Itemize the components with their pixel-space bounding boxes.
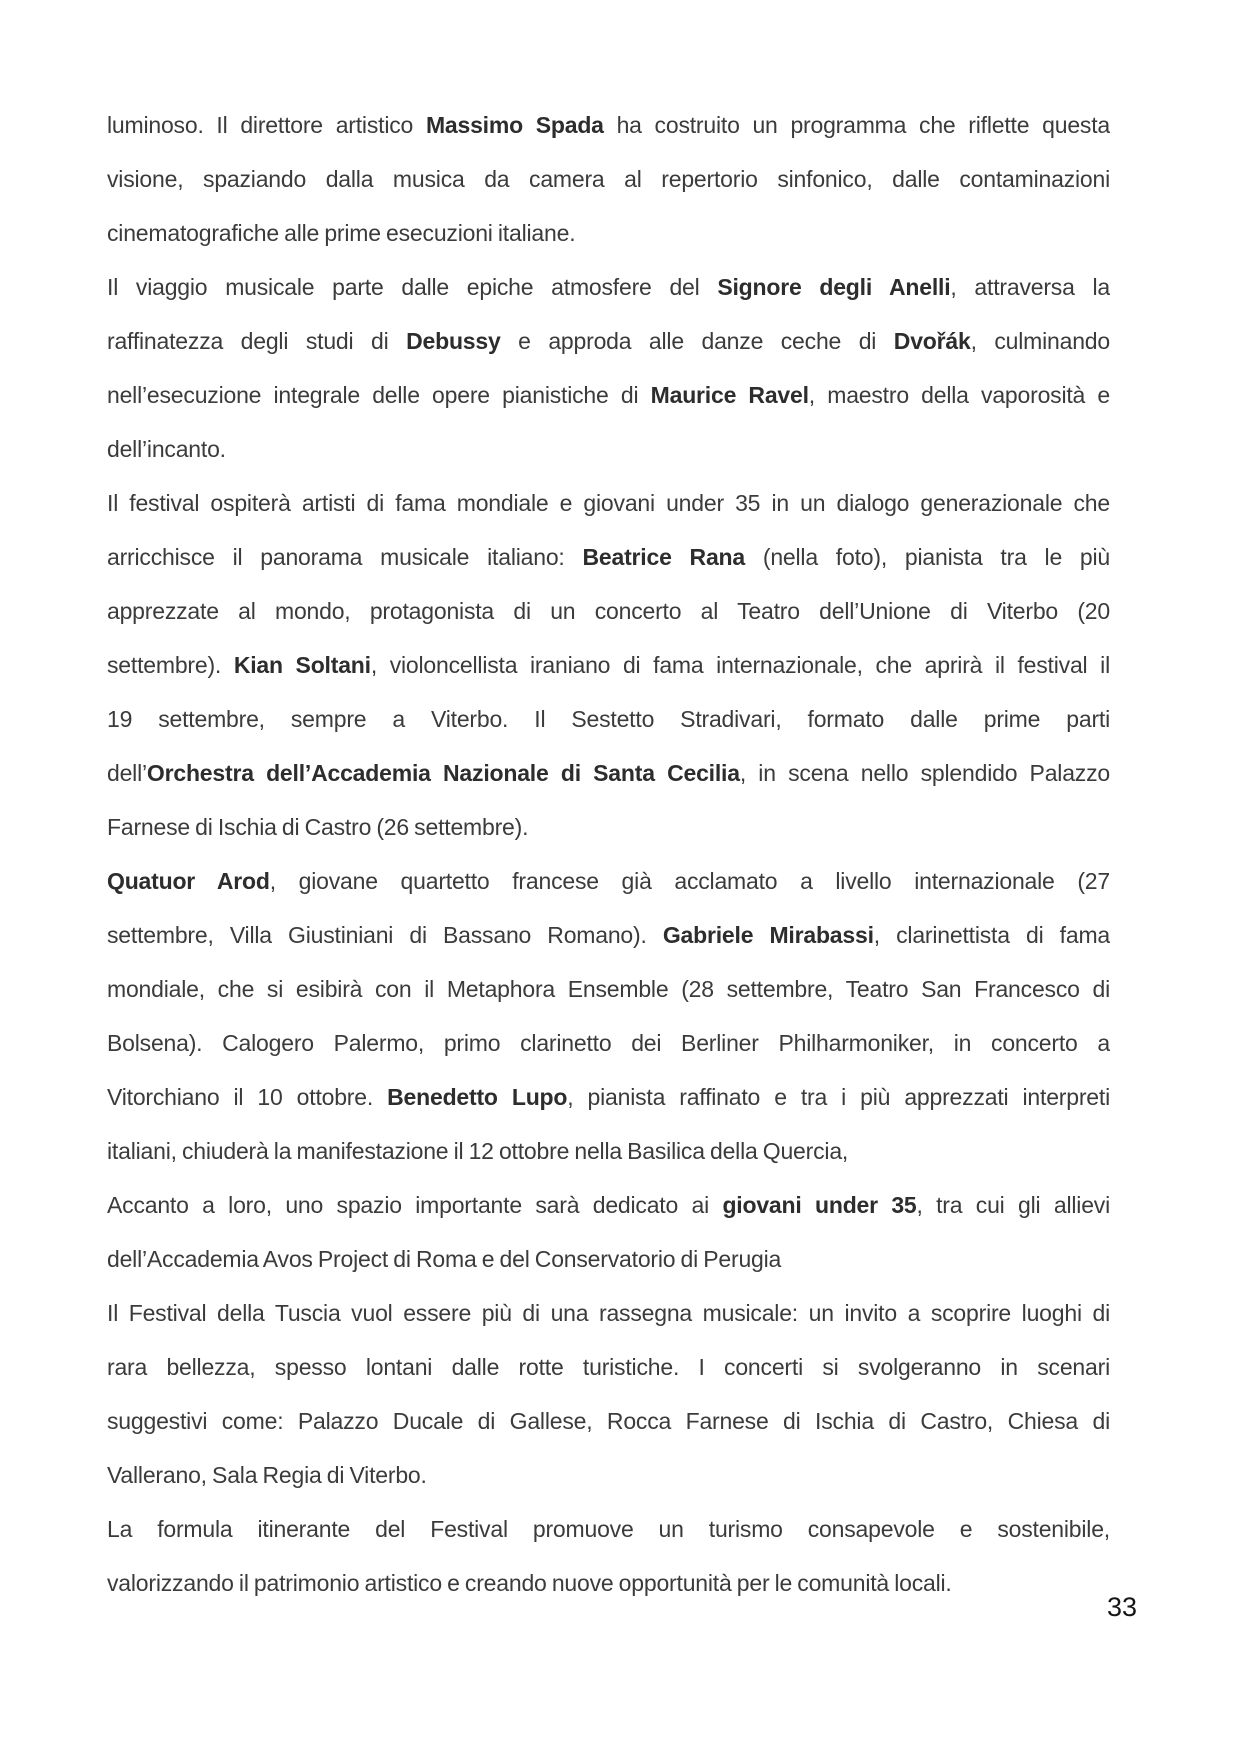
text-line [107, 584, 1110, 638]
text-line [107, 746, 1110, 800]
text-line [107, 476, 1110, 530]
bold-text-run: Kian Soltani [233, 652, 371, 678]
text-run: settembre). [107, 652, 234, 678]
bold-text-run: giovani under 35 [722, 1192, 917, 1218]
text-run: Farnese di Ischia di Castro (26 settembre). [107, 814, 529, 840]
text-run: dell’incanto. [107, 436, 226, 462]
bold-text-run: Massimo Spada [425, 112, 604, 138]
paragraph [107, 854, 1110, 1178]
bold-text-run: Debussy [406, 328, 501, 354]
text-run: Accanto a loro, uno spazio importante sarà dedicato ai [107, 1192, 723, 1218]
bold-text-run: Gabriele Mirabassi [662, 922, 874, 948]
text-line [107, 1448, 1110, 1502]
paragraph [107, 260, 1110, 476]
text-run: suggestivi come: Palazzo Ducale di Gallese, Rocca Farnese di Ischia di Castro, Chiesa di [107, 1408, 1110, 1434]
text-run: , violoncellista iraniano di fama internazionale, che aprirà il festival il [370, 652, 1110, 678]
text-run: (nella foto), pianista tra le più [745, 544, 1110, 570]
text-run: Il viaggio musicale parte dalle epiche atmosfere del [107, 274, 718, 300]
text-run: raffinatezza degli studi di [107, 328, 407, 354]
text-line [107, 98, 1110, 152]
text-run: Vitorchiano il 10 ottobre. [107, 1084, 388, 1110]
page-number: 33 [1106, 1592, 1137, 1622]
bold-text-run: Benedetto Lupo [387, 1084, 568, 1110]
text-line [107, 260, 1110, 314]
text-line [107, 1394, 1110, 1448]
text-line [107, 1070, 1110, 1124]
text-line [107, 152, 1110, 206]
text-run: La formula itinerante del Festival promuove un turismo consapevole e sostenibile, [107, 1516, 1110, 1542]
bold-text-run: Maurice Ravel [650, 382, 809, 408]
text-run: visione, spaziando dalla musica da camera al repertorio sinfonico, dalle contaminazioni [107, 166, 1110, 192]
text-run: rara bellezza, spesso lontani dalle rotte turistiche. I concerti si svolgeranno in scenari [107, 1354, 1110, 1380]
text-line [107, 1556, 1110, 1610]
text-run: settembre, Villa Giustiniani di Bassano Romano). [107, 922, 663, 948]
bold-text-run: Quatuor Arod [107, 868, 270, 894]
text-run: , attraversa la [950, 274, 1110, 300]
text-line [107, 1124, 1110, 1178]
text-run: Il festival ospiterà artisti di fama mondiale e giovani under 35 in un dialogo generazionale che [107, 490, 1110, 516]
bold-text-run: Beatrice Rana [582, 544, 745, 570]
text-run: , clarinettista di fama [873, 922, 1110, 948]
text-line [107, 1340, 1110, 1394]
paragraph [107, 1286, 1110, 1502]
text-run: Vallerano, Sala Regia di Viterbo. [107, 1462, 427, 1488]
text-line [107, 1178, 1110, 1232]
paragraph [107, 98, 1110, 260]
text-line [107, 530, 1110, 584]
text-line [107, 692, 1110, 746]
text-run: , tra cui gli allievi [916, 1192, 1110, 1218]
text-line [107, 314, 1110, 368]
text-run: , giovane quartetto francese già acclamato a livello internazionale (27 [269, 868, 1110, 894]
text-line [107, 962, 1110, 1016]
text-line [107, 1286, 1110, 1340]
bold-text-run: Signore degli Anelli [717, 274, 951, 300]
text-run: apprezzate al mondo, protagonista di un concerto al Teatro dell’Unione di Viterbo (20 [107, 598, 1110, 624]
text-run: dell’ [107, 760, 147, 786]
text-line [107, 908, 1110, 962]
text-run: Bolsena). Calogero Palermo, primo clarinetto dei Berliner Philharmoniker, in concerto a [107, 1030, 1110, 1056]
text-line [107, 1016, 1110, 1070]
text-run: , maestro della vaporosità e [808, 382, 1110, 408]
text-run: , culminando [970, 328, 1110, 354]
bold-text-run: Dvořák [893, 328, 971, 354]
text-run: valorizzando il patrimonio artistico e creando nuove opportunità per le comunità locali. [107, 1570, 952, 1596]
text-run: arricchisce il panorama musicale italiano: [107, 544, 583, 570]
text-run: italiani, chiuderà la manifestazione il 12 ottobre nella Basilica della Quercia, [107, 1138, 849, 1164]
text-line [107, 422, 1110, 476]
text-run: mondiale, che si esibirà con il Metaphora Ensemble (28 settembre, Teatro San Francesco di [107, 976, 1110, 1002]
text-line [107, 800, 1110, 854]
paragraph [107, 1178, 1110, 1286]
text-run: , pianista raffinato e tra i più apprezzati interpreti [567, 1084, 1110, 1110]
text-run: ha costruito un programma che riflette questa [603, 112, 1110, 138]
text-run: nell’esecuzione integrale delle opere pianistiche di [107, 382, 651, 408]
text-run: e approda alle danze ceche di [500, 328, 894, 354]
text-run: cinematografiche alle prime esecuzioni italiane. [107, 220, 576, 246]
text-run: dell’Accademia Avos Project di Roma e del Conservatorio di Perugia [107, 1246, 782, 1272]
bold-text-run: Orchestra dell’Accademia Nazionale di Santa Cecilia [146, 760, 740, 786]
text-run: 19 settembre, sempre a Viterbo. Il Sestetto Stradivari, formato dalle prime parti [107, 706, 1110, 732]
paragraph [107, 476, 1110, 854]
text-line [107, 854, 1110, 908]
text-run: luminoso. Il direttore artistico [107, 112, 426, 138]
text-line [107, 1502, 1110, 1556]
text-line [107, 1232, 1110, 1286]
paragraph [107, 1502, 1110, 1610]
text-line [107, 206, 1110, 260]
text-line [107, 368, 1110, 422]
text-line [107, 638, 1110, 692]
text-run: Il Festival della Tuscia vuol essere più di una rassegna musicale: un invito a scoprire luoghi di [107, 1300, 1110, 1326]
text-run: , in scena nello splendido Palazzo [739, 760, 1110, 786]
body-text [107, 98, 1110, 1610]
